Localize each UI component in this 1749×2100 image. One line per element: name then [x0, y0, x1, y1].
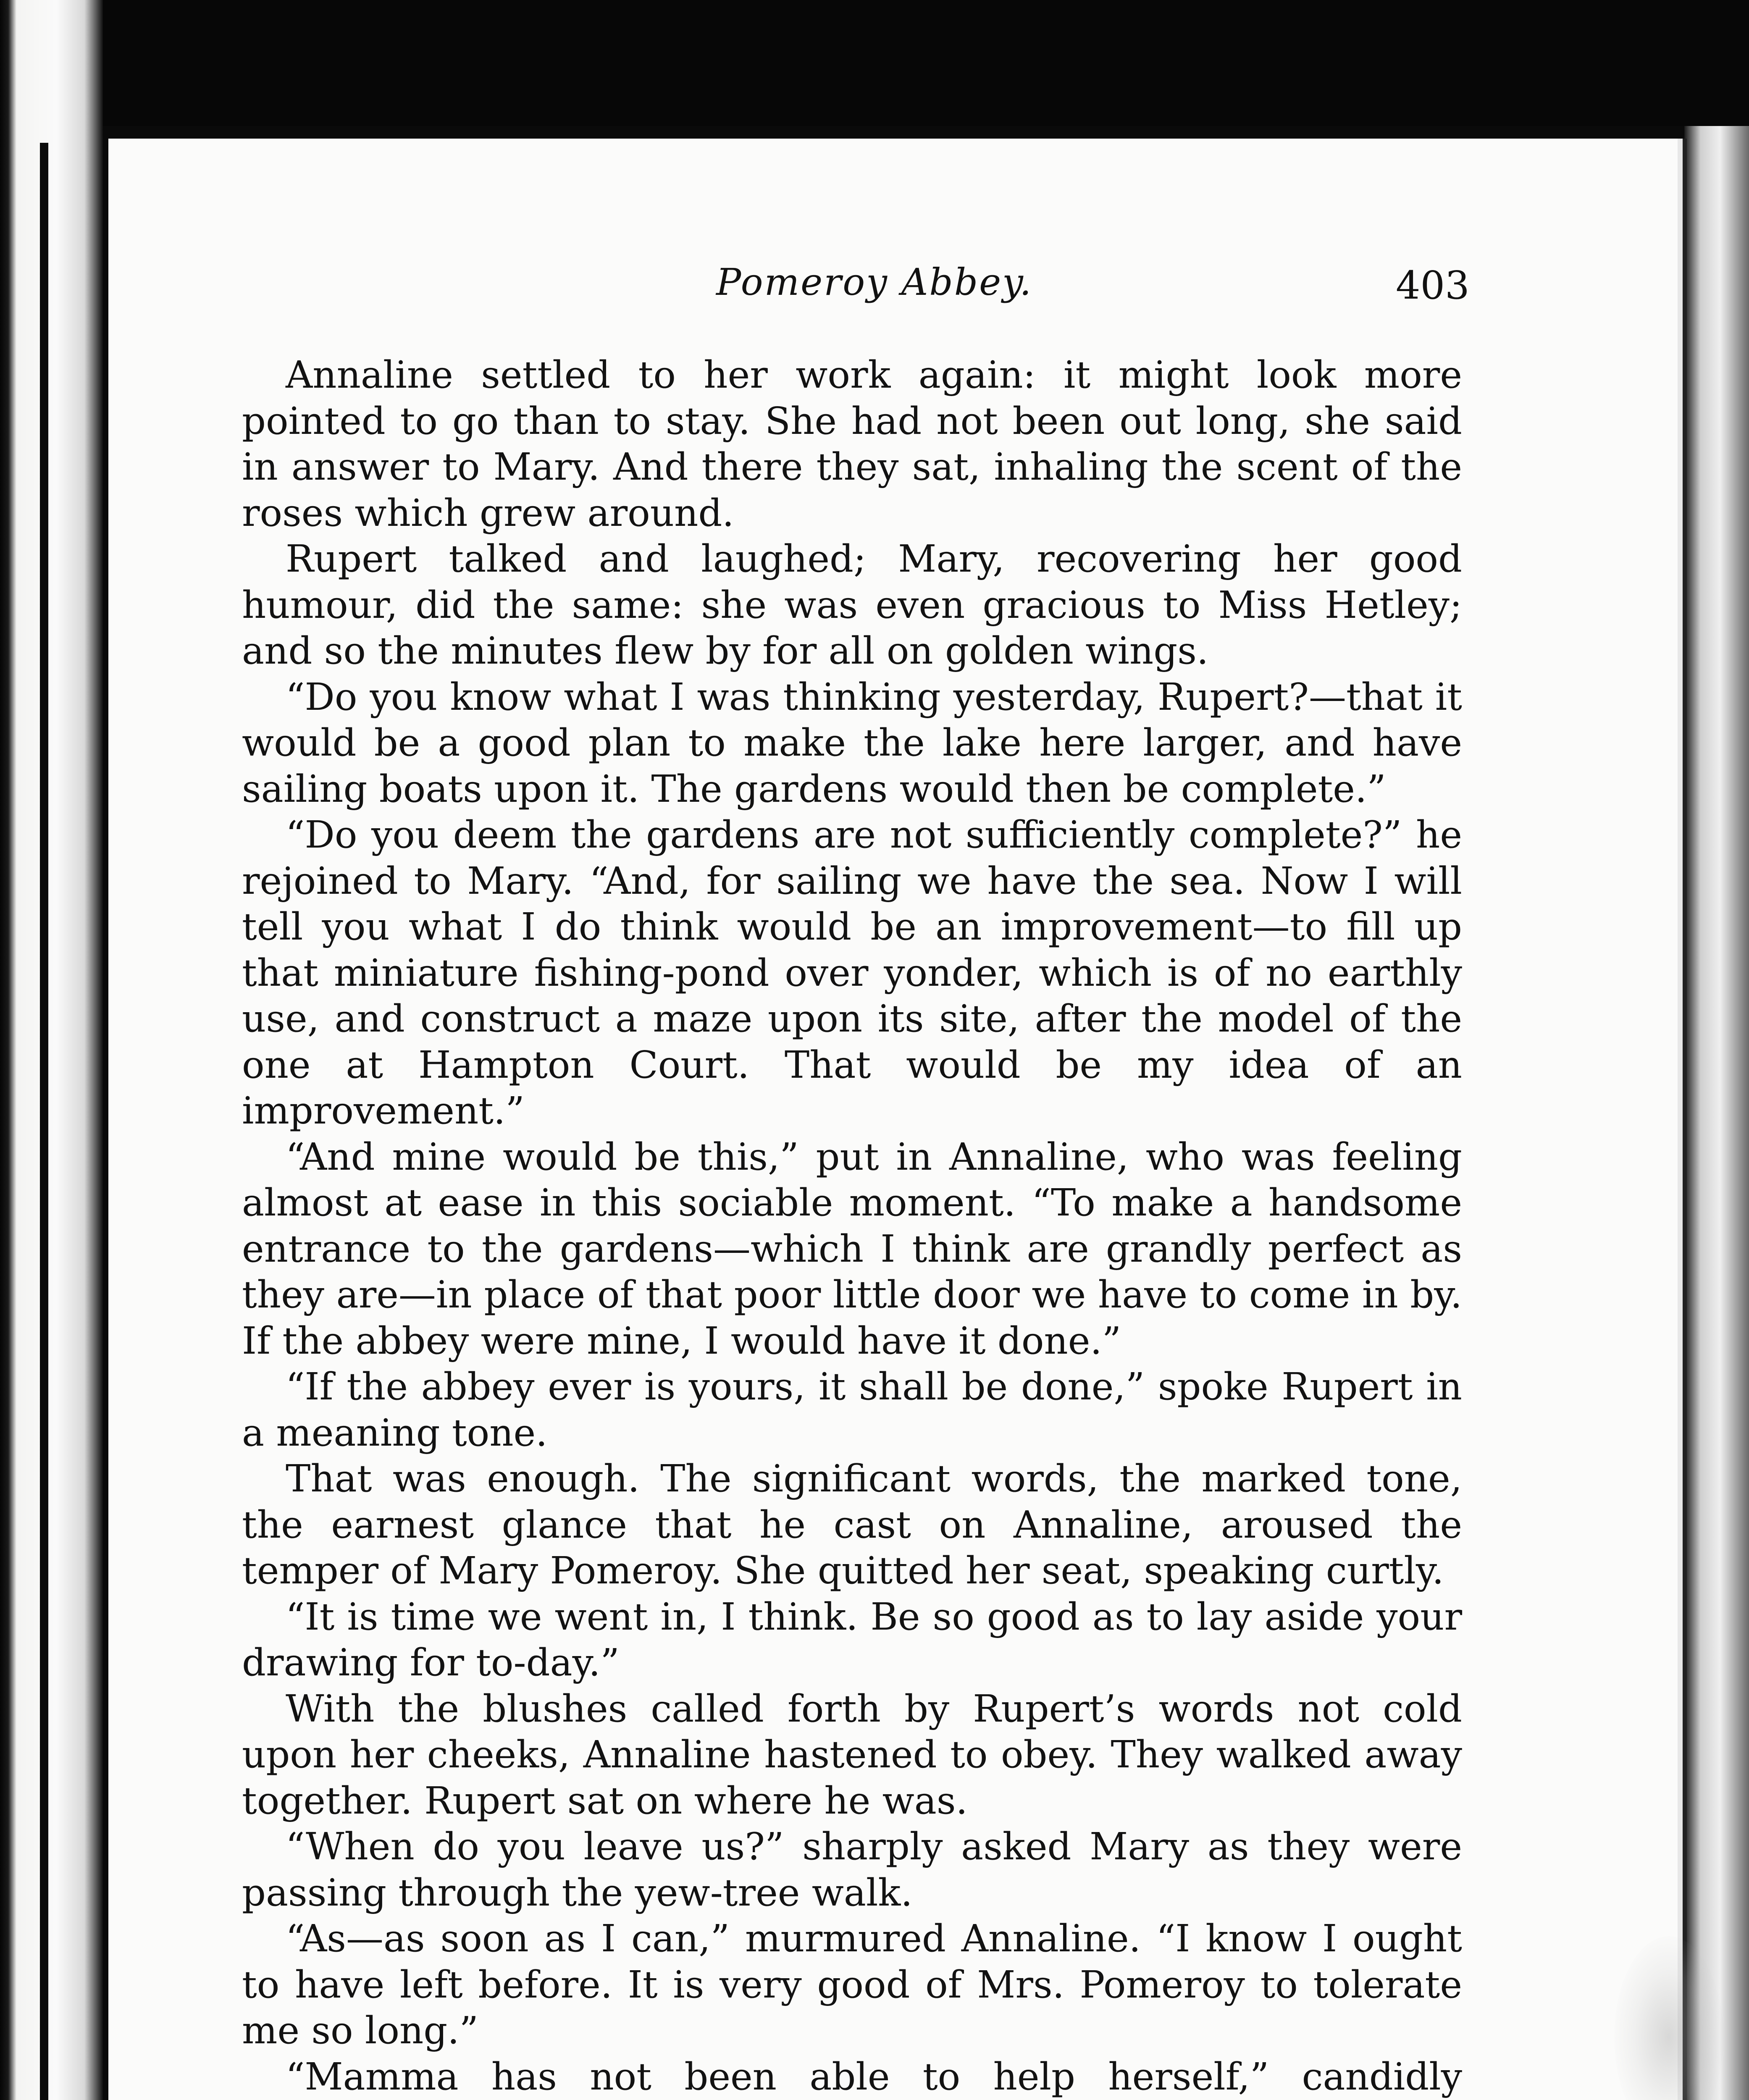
running-title: Pomeroy Abbey. [716, 260, 1033, 304]
body-text [242, 352, 1462, 2100]
paragraph: “It is time we went in, I think. Be so good as to lay aside your drawing for to-day.” [242, 1594, 1462, 1684]
running-head [108, 260, 1678, 323]
page-number: 403 [1396, 263, 1470, 308]
paragraph: “And mine would be this,” put in Annaline, who was feeling almost at ease in this sociable moment. “To make a handsome entrance to the gardens—which I think are grandly perfect as they are—in place of that poor little door we have to come in by. If the abbey were mine, I would have it done.” [242, 1134, 1462, 1362]
gutter-rule [40, 143, 48, 2100]
paragraph: “Mamma has not been able to help herself,” candidly [286, 2054, 1462, 2098]
book-page [108, 139, 1678, 2100]
paragraph: “As—as soon as I can,” murmured Annaline. “I know I ought to have left before. It is very good of Mrs. Pomeroy to tolerate me so long.” [242, 1916, 1462, 2052]
paragraph: That was enough. The significant words, the marked tone, the earnest glance that he cast on Annaline, aroused the temper of Mary Pomeroy. She quitted her seat, speaking curtly. [242, 1457, 1462, 1592]
paragraph: “Do you deem the gardens are not sufficiently complete?” he rejoined to Mary. “And, for sailing we have the sea. Now I will tell you what I do think would be an improvement—to fill up that miniature fishing-pond over yonder, which is of no earthly use, and construct a maze upon its site, after the model of the one at Hampton Court. That would be my idea of an improvement.” [242, 813, 1462, 1132]
next-page-edge [1684, 126, 1749, 2100]
paragraph: “When do you leave us?” sharply asked Mary as they were passing through the yew-tree walk. [242, 1824, 1462, 1914]
previous-page-edge [0, 0, 103, 2100]
scan-top-border [0, 0, 1749, 126]
paragraph: Annaline settled to her work again: it might look more pointed to go than to stay. She had not been out long, she said in answer to Mary. And there they sat, inhaling the scent of the roses which grew around. [242, 353, 1462, 535]
paragraph: “If the abbey ever is yours, it shall be done,” spoke Rupert in a meaning tone. [242, 1365, 1462, 1454]
paragraph: With the blushes called forth by Rupert’s words not cold upon her cheeks, Annaline hastened to obey. They walked away together. Rupert sat on where he was. [242, 1686, 1462, 1822]
paragraph: Rupert talked and laughed; Mary, recovering her good humour, did the same: she was even gracious to Miss Hetley; and so the minutes flew by for all on golden wings. [242, 537, 1462, 672]
paragraph: “Do you know what I was thinking yesterday, Rupert?—that it would be a good plan to make the lake here larger, and have sailing boats upon it. The gardens would then be complete.” [242, 675, 1462, 811]
